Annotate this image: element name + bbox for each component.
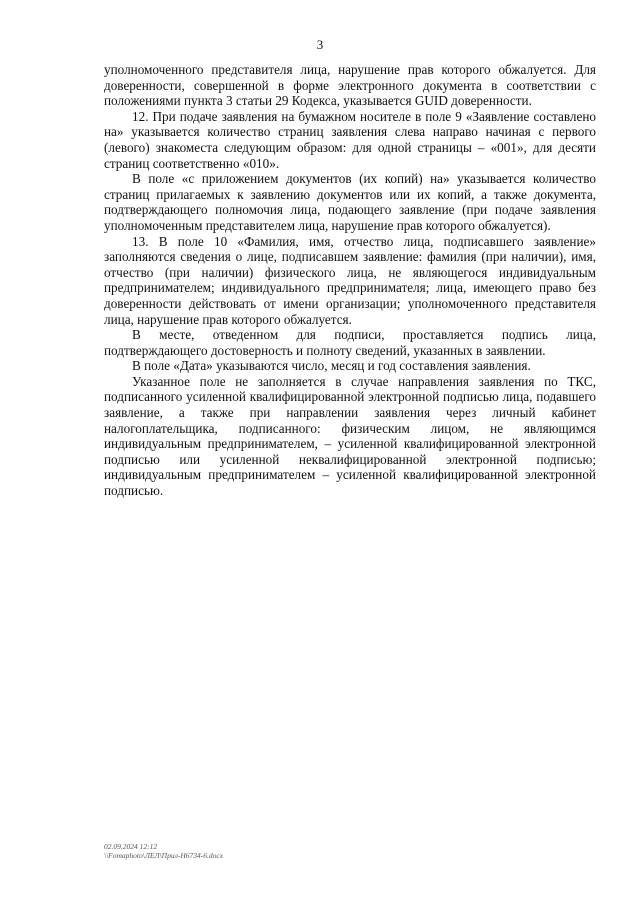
footer-file-path: \\Fomaphoto\ЛЕЛ\Прил-Н6734-6.docx (104, 851, 224, 860)
paragraph: В поле «с приложением документов (их копий) на» указывается количество страниц прилагаемых к заявлению документов или их копий, а также документа, подтверждающего полномочия лица, подающего заявление (при подаче заявления уполномоченным представителем лица, нарушение прав которого обжалуется). (104, 171, 596, 233)
paragraph: 12. При подаче заявления на бумажном носителе в поле 9 «Заявление составлено на» указывается количество страниц заявления слева направо начиная с первого (левого) знакоместа следующим образом: для одной страницы – «001», для десяти страниц соответственно «010». (104, 108, 596, 171)
paragraph: Указанное поле не заполняется в случае направления заявления по ТКС, подписанного усиленной квалифицированной электронной подписью лица, подавшего заявление, а также при направлении заявления через личный кабинет налогоплательщика, подписанного: физическим лицом, не являющимся индивидуальным предпринимателем, – усиленной квалифицированной электронной подписью или усиленной неквалифицированной электронной подписью; индивидуальным предпринимателем – усиленной квалифицированной электронной подписью. (104, 373, 596, 499)
file-footer (104, 842, 223, 860)
footer-timestamp: 02.09.2024 12:12 (104, 842, 158, 851)
paragraph: В поле «Дата» указываются число, месяц и год составления заявления. (132, 358, 531, 374)
page-number: 3 (316, 37, 324, 52)
document-body (104, 62, 596, 499)
paragraph: 13. В поле 10 «Фамилия, имя, отчество лица, подписавшего заявление» заполняются сведения о лице, подписавшем заявление: фамилия (при наличии), имя, отчество (при наличии) физического лица, не являющегося индивидуальным предпринимателем; индивидуального предпринимателя; лица, имеющего право без доверенности действовать от имени организации; уполномоченного представителя лица, нарушение прав которого обжалуется. (104, 233, 596, 327)
paragraph: В месте, отведенном для подписи, проставляется подпись лица, подтверждающего достоверность и полноту сведений, указанных в заявлении. (104, 327, 596, 358)
paragraph: уполномоченного представителя лица, нарушение прав которого обжалуется. Для доверенности, совершенной в форме электронного документа в соответствии с положениями пункта 3 статьи 29 Кодекса, указывается GUID доверенности. (104, 62, 596, 109)
